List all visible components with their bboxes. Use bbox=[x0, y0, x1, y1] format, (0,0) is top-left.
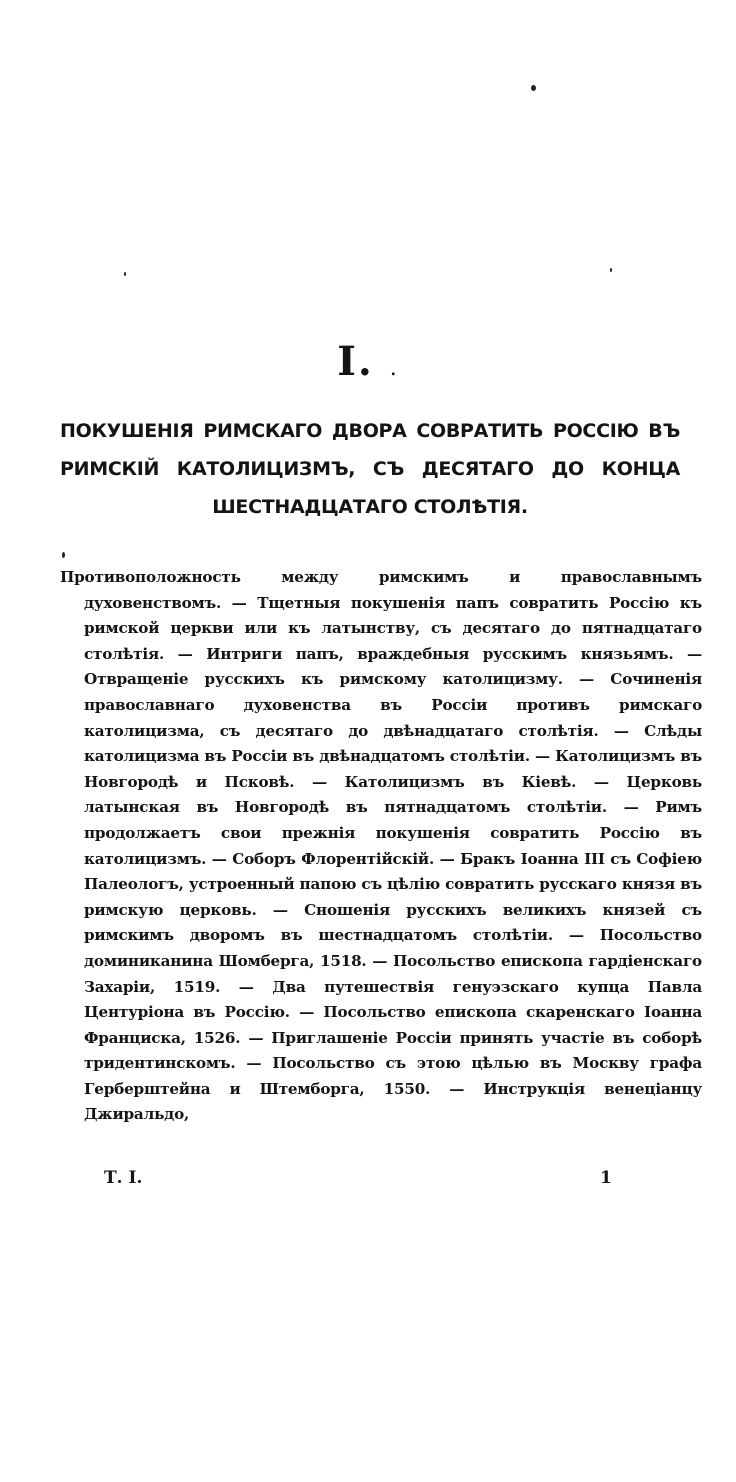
volume-signature: Т. I. bbox=[104, 1168, 143, 1188]
chapter-number bbox=[0, 338, 736, 385]
ink-speck bbox=[531, 85, 536, 91]
chapter-numeral: I. bbox=[337, 338, 374, 385]
chapter-dot: . bbox=[389, 356, 399, 381]
ink-speck bbox=[124, 272, 126, 276]
ink-speck bbox=[610, 268, 612, 272]
sheet-number: 1 bbox=[600, 1168, 612, 1188]
ink-speck bbox=[62, 552, 65, 558]
chapter-title: ПОКУШЕНІЯ РИМСКАГО ДВОРА СОВРАТИТЬ РОССІЮ ВЪ РИМСКІЙ КАТОЛИЦИЗМЪ, СЪ ДЕСЯТАГО ДО КОНЦА ШЕСТНАДЦАТАГО СТОЛѢТІЯ. bbox=[60, 420, 680, 518]
chapter-summary: Противоположность между римскимъ и православнымъ духовенствомъ. — Тщетныя покушенія папъ совратить Россію къ римской церкви или къ латынству, съ десятаго до пятнадцатаго столѣтія. — Интриги папъ, враждебныя русскимъ князьямъ. — Отвращеніе русскихъ къ римскому католицизму. — Сочиненія православнаго духовенства въ Россіи противъ римскаго католицизма, съ десятаго до двѣнадцатаго столѣтія. — Слѣды католицизма въ Россіи въ двѣнадцатомъ столѣтіи. — Католицизмъ въ Новгородѣ и Псковѣ. — Католицизмъ въ Кіевѣ. — Церковь латынская въ Новгородѣ въ пятнадцатомъ столѣтіи. — Римъ продолжаетъ свои прежнія покушенія совратить Россію въ католицизмъ. — Соборъ Флорентійскій. — Бракъ Іоанна III съ Софіею Палеологъ, устроенный папою съ цѣлію совратить русскаго князя въ римскую церковь. — Сношенія русскихъ великихъ князей съ римскимъ дворомъ въ шестнадцатомъ столѣтіи. — Посольство доминиканина Шомберга, 1518. — Посольство епископа гардіенскаго Захаріи, 1519. — Два путешествія генуэзскаго купца Павла Центуріона въ Россію. — Посольство епископа скаренскаго Іоанна Франциска, 1526. — Приглашеніе Россіи принять участіе въ соборѣ тридентинскомъ. — Посольство съ этою цѣлью въ Москву графа Герберштейна и Штемборга, 1550. — Инструкція венеціанцу Джиральдо, bbox=[60, 568, 702, 1124]
